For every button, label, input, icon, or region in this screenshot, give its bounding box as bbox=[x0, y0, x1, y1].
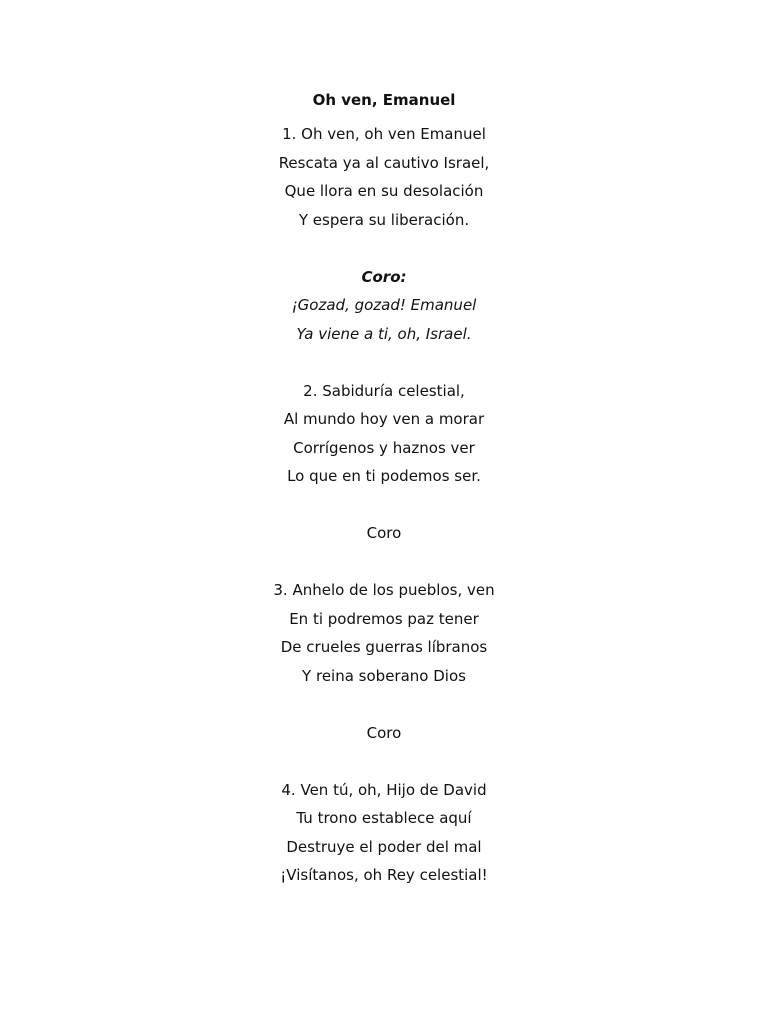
verse-line: 3. Anhelo de los pueblos, ven bbox=[273, 581, 495, 599]
chorus bbox=[0, 263, 768, 349]
spacer bbox=[0, 491, 768, 520]
verse-line: Que llora en su desolación bbox=[284, 182, 484, 200]
verse-line: 1. Oh ven, oh ven Emanuel bbox=[282, 125, 486, 143]
spacer bbox=[0, 348, 768, 377]
verse-line: Corrígenos y haznos ver bbox=[293, 438, 475, 457]
spacer bbox=[0, 234, 768, 263]
verse-line: Lo que en ti podemos ser. bbox=[287, 467, 481, 485]
verse-line: 2. Sabiduría celestial, bbox=[303, 381, 465, 400]
spacer bbox=[0, 747, 768, 776]
spacer bbox=[0, 690, 768, 719]
song-title: Oh ven, Emanuel bbox=[312, 91, 456, 109]
chorus-line: Ya viene a ti, oh, Israel. bbox=[296, 324, 472, 343]
verse-line: Al mundo hoy ven a morar bbox=[283, 410, 485, 428]
verse-line: Destruye el poder del mal bbox=[286, 837, 482, 856]
verse-line: ¡Visítanos, oh Rey celestial! bbox=[280, 866, 488, 884]
chorus-line: ¡Gozad, gozad! Emanuel bbox=[291, 296, 477, 314]
chorus-reference: Coro bbox=[366, 524, 402, 542]
verse-line: 4. Ven tú, oh, Hijo de David bbox=[281, 780, 487, 799]
verse-1 bbox=[0, 120, 768, 234]
verse-line: Y espera su liberación. bbox=[298, 210, 470, 229]
verse-3 bbox=[0, 576, 768, 690]
verse-line: De crueles guerras líbranos bbox=[280, 638, 488, 656]
verse-line: Rescata ya al cautivo Israel, bbox=[278, 153, 490, 172]
verse-4 bbox=[0, 776, 768, 890]
verse-line: En ti podremos paz tener bbox=[289, 609, 479, 628]
verse-line: Tu trono establece aquí bbox=[296, 809, 472, 827]
verse-2 bbox=[0, 377, 768, 491]
verse-line: Y reina soberano Dios bbox=[302, 666, 466, 685]
chorus-reference: Coro bbox=[366, 723, 402, 742]
chorus-heading: Coro: bbox=[361, 267, 407, 286]
spacer bbox=[0, 548, 768, 577]
